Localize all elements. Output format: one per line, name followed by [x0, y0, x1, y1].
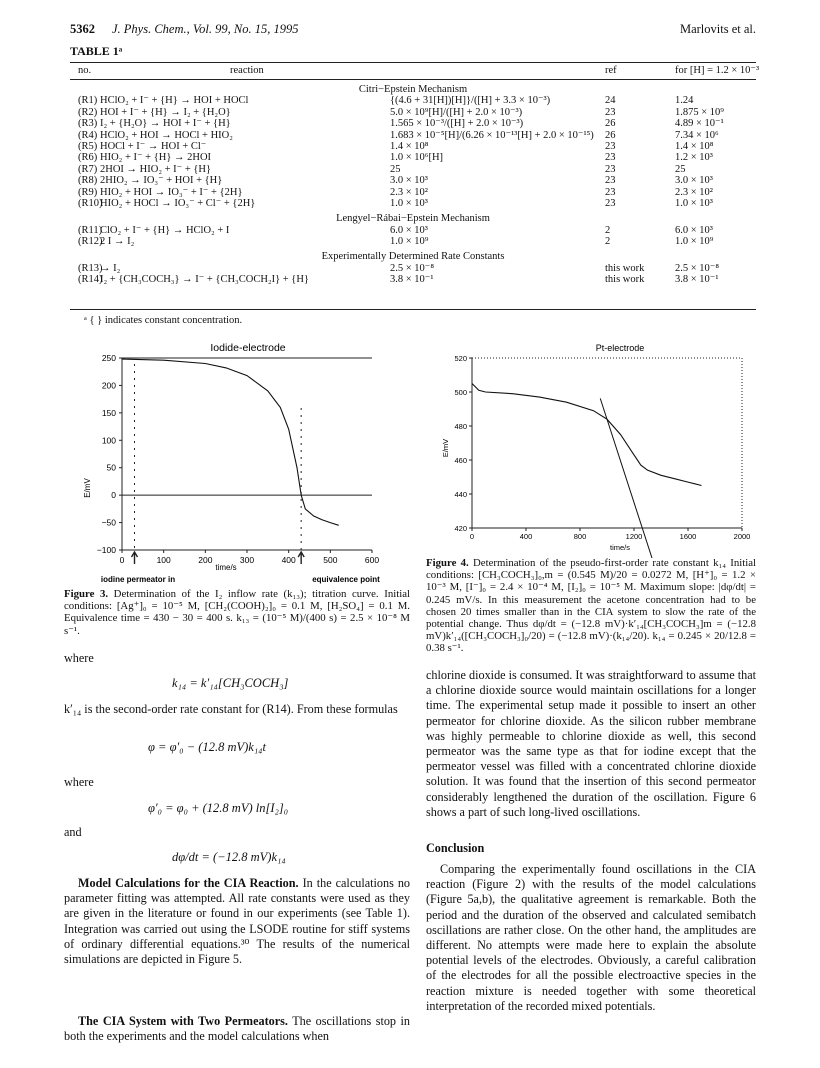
figure4-ytick-label: 420 [454, 524, 467, 533]
rate-value: 6.0 × 10³ [675, 224, 713, 236]
figure3-xtick-label: 400 [281, 555, 296, 565]
table-row [70, 107, 756, 118]
rate-expression: 3.0 × 10³ [390, 175, 428, 187]
reaction-number: (R14) [78, 274, 103, 286]
rate-expression: 1.0 × 10⁶[H] [390, 152, 444, 164]
figure4-ylabel: E/mV [441, 438, 450, 458]
col-no-header: no. [78, 65, 92, 76]
heading-two-permeators: The CIA System with Two Permeators. [78, 1014, 288, 1028]
figure4-xtick-label: 1600 [679, 532, 697, 541]
reaction-equation: → I₂ [100, 262, 121, 274]
section-rows-citri-epstein [70, 95, 756, 209]
reaction-equation: HClO₂ + HOI → HOCl + HIO₂ [100, 129, 233, 141]
paragraph-two-permeators [64, 1014, 410, 1044]
table-row [70, 198, 756, 209]
table-header-rule [70, 79, 756, 80]
reference: 23 [605, 152, 616, 164]
figure3-ytick-label: −100 [96, 545, 116, 555]
rate-expression: 5.0 × 10⁹[H]/([H] + 2.0 × 10⁻³) [390, 106, 523, 118]
reaction-number: (R3) [78, 118, 98, 130]
two-permeators-text: The oscillations stop in both the experiments and the model calculations when [64, 1014, 411, 1044]
figure3-ytick-label: 200 [101, 380, 116, 391]
figure4-xtick-label: 2000 [733, 532, 751, 541]
reaction-equation: HClO₂ + I⁻ + {H} → HOI + HOCl [100, 95, 249, 107]
reaction-equation: I₂ + {CH₃COCH₃} → I⁻ + {CH₃COCH₂I} + {H} [100, 274, 309, 286]
figure3-ytick-label: 100 [101, 435, 116, 446]
table-bottom-rule [70, 309, 756, 310]
figure3-ytick-label: 250 [101, 353, 116, 363]
figure3-ytick-label: 150 [101, 407, 116, 418]
figure3-xtick-label: 500 [323, 555, 338, 565]
table-row [70, 164, 756, 175]
figure3-xtick-label: 300 [239, 555, 255, 565]
rate-expression: 25 [390, 163, 401, 175]
figure3-equivalence-arrow [298, 552, 304, 564]
reaction-number: (R4) [78, 129, 98, 141]
reaction-equation: 2HIO₂ → IO₃⁻ + HOI + {H} [100, 175, 223, 187]
rate-expression: 1.0 × 10³ [390, 197, 428, 209]
table-row [70, 152, 756, 163]
rate-value: 1.0 × 10³ [675, 197, 713, 209]
reaction-number: (R7) [78, 163, 98, 175]
equation-phi0: φ′₀ = φ₀ + (12.8 mV) ln[I₂]₀ [148, 801, 289, 815]
rate-value: 7.34 × 10⁶ [675, 129, 719, 141]
reaction-number: (R12) [78, 236, 103, 248]
paragraph-conclusion: Comparing the experimentally found oscillations in the CIA reaction (Figure 2) with the results of the model calculations (Figure 5a,b), the qualitative agreement is remarkable. Both the period and the duration of the observed and calculated semibatch oscillations are rather close. On the other hand, the amplitudes are different. No attempts were made here to explain the absolute potential levels of the electrodes. Obviously, a careful calibration of the electrodes for all the possible electroactive species in the reaction mixture is needed together with some theoretical interpretation of the recorded mixed potentials. [426, 862, 756, 1013]
reaction-equation: 2 I → I₂ [100, 236, 135, 248]
section-rows-experimental [70, 263, 756, 286]
figure4-chart [430, 338, 760, 558]
figure3-permeator-arrow [132, 552, 138, 564]
equation-dphidt: dφ/dt = (−12.8 mV)k₁₄ [172, 850, 286, 864]
col-ref-header: ref [605, 65, 617, 76]
figure4-caption-label: Figure 4. [426, 557, 469, 569]
figure4-ytick-label: 440 [454, 490, 467, 499]
section-rows-lengyel [70, 225, 756, 248]
figure3-annotation-permeator: iodine permeator in [100, 575, 176, 584]
reaction-number: (R2) [78, 106, 98, 118]
table-row [70, 130, 756, 141]
table-title: TABLE 1ᵃ [70, 44, 123, 58]
table-row [70, 236, 756, 247]
rate-expression: 2.3 × 10² [390, 186, 428, 198]
reaction-equation: HOCl + I⁻ → HOI + Cl⁻ [100, 140, 207, 152]
section-heading: Citri−Epstein Mechanism [358, 84, 468, 95]
figure3-caption-label: Figure 3. [64, 588, 109, 600]
figure4-xlabel: time/s [609, 543, 631, 552]
reaction-number: (R1) [78, 95, 98, 107]
rate-expression: 1.565 × 10⁻³/([H] + 2.0 × 10⁻³) [390, 118, 524, 130]
figure4-potential-curve [472, 384, 702, 486]
equation-phi: φ = φ′₀ − (12.8 mV)k₁₄t [148, 740, 266, 754]
reference: 2 [605, 224, 611, 236]
rate-expression: 3.8 × 10⁻¹ [390, 274, 434, 286]
table-row [70, 175, 756, 186]
rate-value: 25 [675, 163, 686, 175]
rate-expression: 2.5 × 10⁻⁸ [390, 262, 434, 274]
figure3-ytick-label: −50 [101, 517, 116, 528]
reaction-number: (R6) [78, 152, 98, 164]
table-row [70, 141, 756, 152]
figure3-xtick-label: 200 [198, 555, 213, 565]
col-reaction-header: reaction [230, 65, 264, 76]
figure4-caption [426, 557, 756, 655]
col-h-header: for [H] = 1.2 × 10⁻³ [675, 65, 760, 76]
table-top-rule [70, 62, 756, 63]
rate-value: 1.4 × 10⁸ [675, 140, 714, 152]
paragraph-chlorine-dioxide: chlorine dioxide is consumed. It was straightforward to assume that a chlorine dioxide source would maintain oscillations for a longer time. The experimental setup made it possible to insert an other permeator for chlorine dioxide. As the silicon rubber membrane was highly permeable to chlorine dioxide as well, this second permeator was the same type as that for iodine except that the permeator vessel was filled with a concentrated chlorine dioxide solution. It was found that the insertion of this second permeator considerably lengthened the duration of the oscillation. Figure 6 shows a part of such long-lived oscillations. [426, 668, 756, 819]
paragraph-formulas: k′₁₄ is the second-order rate constant for (R14). From these formulas [64, 702, 398, 716]
reference: 23 [605, 175, 616, 187]
reaction-equation: HIO₂ + HOI → IO₃⁻ + I⁻ + {2H} [100, 186, 243, 198]
author-names: Marlovits et al. [679, 22, 756, 36]
reference: 26 [605, 129, 616, 141]
reference: 24 [605, 95, 616, 107]
figure4-plot-area [454, 354, 750, 558]
reaction-equation: I₂ + {H₂O} → HOI + I⁻ + {H} [100, 118, 231, 130]
figure4-xtick-label: 400 [519, 532, 533, 541]
figure3-xtick-label: 0 [119, 555, 125, 565]
reaction-equation: HIO₂ + HOCl → IO₃⁻ + Cl⁻ + {2H} [100, 197, 256, 209]
reaction-number: (R11) [78, 224, 103, 236]
reference: 23 [605, 163, 616, 175]
rate-expression: 1.683 × 10⁻⁵[H]/(6.26 × 10⁻¹³[H] + 2.0 × 10⁻¹⁵) [390, 129, 594, 141]
figure4-xtick-label: 0 [469, 532, 475, 541]
rate-value: 1.0 × 10⁹ [675, 236, 714, 248]
reaction-number: (R9) [78, 186, 98, 198]
table-row [70, 95, 756, 106]
section-heading: Experimentally Determined Rate Constants [321, 251, 505, 263]
figure3-xtick-label: 100 [156, 555, 171, 565]
reference: 23 [605, 197, 616, 209]
table-footnote: ᵃ { } indicates constant concentration. [84, 315, 243, 326]
rate-expression: 6.0 × 10³ [390, 224, 428, 236]
heading-conclusion: Conclusion [426, 841, 485, 855]
figure3-titration-curve [122, 359, 339, 525]
figure3-plot-area [97, 353, 380, 565]
figure3-ytick-label: 50 [106, 462, 116, 473]
equation-k14: k₁₄ = k′₁₄[CH₃COCH₃] [172, 676, 289, 690]
heading-model-calculations: Model Calculations for the CIA Reaction. [78, 876, 299, 890]
model-calculations-text: In the calculations no parameter fitting was attempted. All rate constants were used as they are given in the literature or found in our experiments (see Table 1). Integration was carried out using the LSODE routine for stiff systems of ordinary differential equations.³⁰ The results of the numerical simulations are depicted in Figure 5. [64, 876, 411, 967]
figure4-ytick-label: 460 [454, 456, 467, 465]
figure3-ytick-label: 0 [111, 490, 116, 501]
where-text: where [64, 651, 94, 665]
figure4-title: Pt-electrode [595, 343, 645, 353]
figure4-caption-text: Determination of the pseudo-first-order rate constant k₁₄ Initial conditions: [CH₃COCH₃]₀,m = (0.545 M)/20 = 0.0272 M, [H⁺]₀ = 1.2 × 10⁻³ M, [I⁻]₀ = 2.4 × 10⁻⁴ M, [I₂]₀ = 10⁻⁵ M. Maximum slope: |dφ/dt| = 0.245 mV/s. In this measurement the acetone concentration had to be chosen 20 times smaller than in the CIA system to slow the rate of the potential change. Thus dφ/dt = (−12.8 mV)·k′₁₄[CH₃COCH₃]m = (−12.8 mV)k′₁₄([CH₃COCH₃]₀/20) = (−12.8 mV)·(k₁₄/20). k₁₄ = 0.245 × 20/12.8 = 0.38 s⁻¹. [426, 557, 757, 655]
journal-citation: J. Phys. Chem., Vol. 99, No. 15, 1995 [112, 22, 299, 36]
where-text: where [64, 775, 94, 789]
rate-expression: {(4.6 + 31[H])[H]}/([H] + 3.3 × 10⁻³) [390, 95, 551, 107]
rate-expression: 1.0 × 10⁹ [390, 236, 429, 248]
rate-expression: 1.4 × 10⁸ [390, 140, 429, 152]
figure3-ylabel: E/mV [83, 478, 92, 498]
figure3-xlabel: time/s [215, 563, 237, 572]
table-row [70, 118, 756, 129]
table-header-row [70, 65, 760, 76]
table-body [70, 84, 756, 286]
rate-value: 1.875 × 10⁹ [675, 106, 724, 118]
reference: 2 [605, 236, 611, 248]
paragraph-model-calculations [64, 876, 410, 967]
figure4-ytick-label: 480 [454, 422, 467, 431]
reaction-number: (R8) [78, 175, 98, 187]
reaction-number: (R10) [78, 197, 103, 209]
figure4-ytick-label: 520 [454, 354, 467, 363]
section-heading: Lengyel−Rábai−Epstein Mechanism [336, 213, 490, 225]
figure3-chart [76, 338, 406, 586]
reference: 23 [605, 140, 616, 152]
figure3-xtick-label: 600 [364, 555, 380, 565]
reaction-equation: 2HOI → HIO₂ + I⁻ + {H} [100, 163, 212, 175]
reaction-equation: ClO₂ + I⁻ + {H} → HClO₂ + I [100, 224, 230, 236]
reaction-equation: HOI + I⁻ + {H} → I₂ + {H₂O} [100, 106, 231, 118]
table-row [70, 225, 756, 236]
reference: 23 [605, 186, 616, 198]
reference: 26 [605, 118, 616, 130]
table-row [70, 263, 756, 274]
table-row [70, 274, 756, 285]
rate-value: 1.24 [675, 95, 694, 107]
figure3-annotation-equivalence: equivalence point [312, 575, 380, 584]
rate-value: 2.5 × 10⁻⁸ [675, 262, 719, 274]
rate-value: 3.0 × 10³ [675, 175, 713, 187]
rate-value: 4.89 × 10⁻¹ [675, 118, 724, 130]
figure4-ytick-label: 500 [454, 388, 467, 397]
rate-value: 1.2 × 10³ [675, 152, 713, 164]
figure3-caption-text: Determination of the I₂ inflow rate (k₁₃); titration curve. Initial conditions: [Ag⁺]₀ = 10⁻⁵ M, [CH₂(COOH)₂]₀ = 0.1 M, [H₂SO₄] = 0.1 M. Equivalence time = 430 − 30 = 400 s. k₁₃ = (10⁻⁵ M)/(400 s) = 2.5 × 10⁻⁸ M s⁻¹. [64, 588, 411, 637]
figure4-xtick-label: 800 [573, 532, 587, 541]
rate-value: 2.3 × 10² [675, 186, 713, 198]
reaction-equation: HIO₂ + I⁻ + {H} → 2HOI [100, 152, 212, 164]
reference: this work [605, 262, 645, 274]
reaction-number: (R13) [78, 262, 103, 274]
rate-value: 3.8 × 10⁻¹ [675, 274, 719, 286]
reference: this work [605, 274, 645, 286]
reaction-number: (R5) [78, 140, 98, 152]
reference: 23 [605, 106, 616, 118]
and-text: and [64, 825, 82, 839]
figure4-xtick-label: 1200 [625, 532, 643, 541]
table-row [70, 187, 756, 198]
figure3-title: Iodide-electrode [210, 342, 286, 354]
figure3-caption [64, 588, 410, 637]
page-number: 5362 [70, 22, 95, 36]
